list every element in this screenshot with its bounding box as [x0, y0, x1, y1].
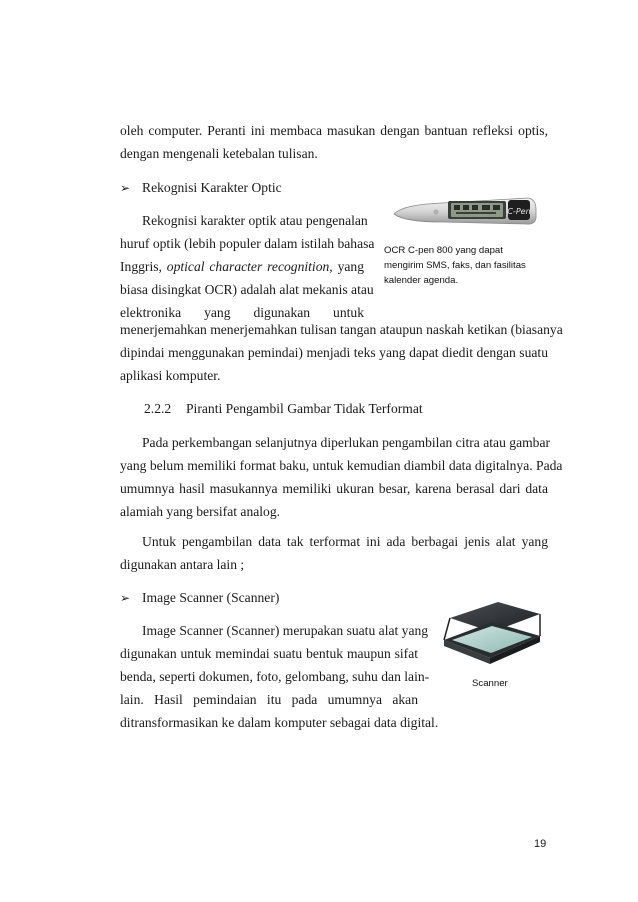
paragraph-line: huruf optik (lebih populer dalam istilah bahasa — [120, 236, 375, 251]
paragraph-line: Untuk pengambilan data tak terformat ini ada berbagai jenis alat yang — [142, 534, 548, 549]
paragraph-line: elektronika yang digunakan untuk — [120, 305, 364, 320]
paragraph-line: biasa disingkat OCR) adalah alat mekanis atau — [120, 282, 374, 297]
paragraph-line: aplikasi komputer. — [120, 368, 221, 383]
bullet-item-rekognisi — [120, 180, 282, 196]
paragraph-line — [120, 259, 364, 275]
figure-caption — [384, 243, 526, 288]
paragraph-line: oleh computer. Peranti ini membaca masukan dengan bantuan refleksi optis, — [120, 123, 548, 138]
scanner-icon — [440, 600, 544, 666]
paragraph-line: menerjemahkan menerjemahkan tulisan tangan ataupun naskah ketikan (biasanya — [120, 322, 563, 337]
bullet-label: Rekognisi Karakter Optic — [142, 180, 282, 195]
paragraph-line: yang belum memiliki format baku, untuk kemudian diambil data digitalnya. Pada — [120, 458, 563, 473]
italic-term: optical character recognition — [166, 259, 330, 274]
paragraph-line: umumnya hasil masukannya memiliki ukuran besar, karena berasal dari data — [120, 481, 548, 496]
section-title: Piranti Pengambil Gambar Tidak Terformat — [186, 401, 423, 416]
section-heading — [144, 401, 572, 417]
paragraph-line: digunakan antara lain ; — [120, 557, 245, 572]
caption-line: kalender agenda. — [384, 275, 459, 286]
text-run: , yang — [329, 259, 364, 274]
ocr-pen-icon — [392, 192, 538, 234]
paragraph-line: Rekognisi karakter optik atau pengenalan — [142, 213, 368, 228]
paragraph-line: ditransformasikan ke dalam komputer sebagai data digital. — [120, 715, 439, 730]
ocr-pen-image — [392, 192, 538, 234]
caption-line: mengirim SMS, faks, dan fasilitas — [384, 260, 526, 271]
paragraph-line: alamiah yang bersifat analog. — [120, 504, 281, 519]
bullet-item-scanner — [120, 590, 279, 606]
pen-logo: C-Pen — [507, 207, 531, 216]
caption-line: OCR C-pen 800 yang dapat — [384, 245, 503, 256]
paragraph-line: Pada perkembangan selanjutnya diperlukan pengambilan citra atau gambar — [142, 435, 551, 450]
paragraph-line: dengan mengenali ketebalan tulisan. — [120, 146, 318, 161]
scanner-image — [440, 600, 544, 666]
page-number: 19 — [534, 838, 547, 850]
arrow-bullet-icon: ➢ — [120, 591, 131, 605]
paragraph-line: lain. Hasil pemindaian itu pada umumnya akan — [120, 692, 418, 707]
paragraph-line: benda, seperti dokumen, foto, gelombang, suhu dan lain- — [120, 669, 430, 684]
text-run: Inggris, — [120, 259, 167, 274]
paragraph-line: Image Scanner (Scanner) merupakan suatu alat yang — [142, 623, 429, 638]
bullet-label: Image Scanner (Scanner) — [142, 590, 280, 605]
section-number: 2.2.2 — [144, 401, 172, 416]
figure-caption: Scanner — [472, 678, 508, 689]
arrow-bullet-icon: ➢ — [120, 181, 131, 195]
paragraph-line: dipindai menggunakan pemindai) menjadi teks yang dapat diedit dengan suatu — [120, 345, 548, 360]
paragraph-line: digunakan untuk memindai suatu bentuk maupun sifat — [120, 646, 418, 661]
